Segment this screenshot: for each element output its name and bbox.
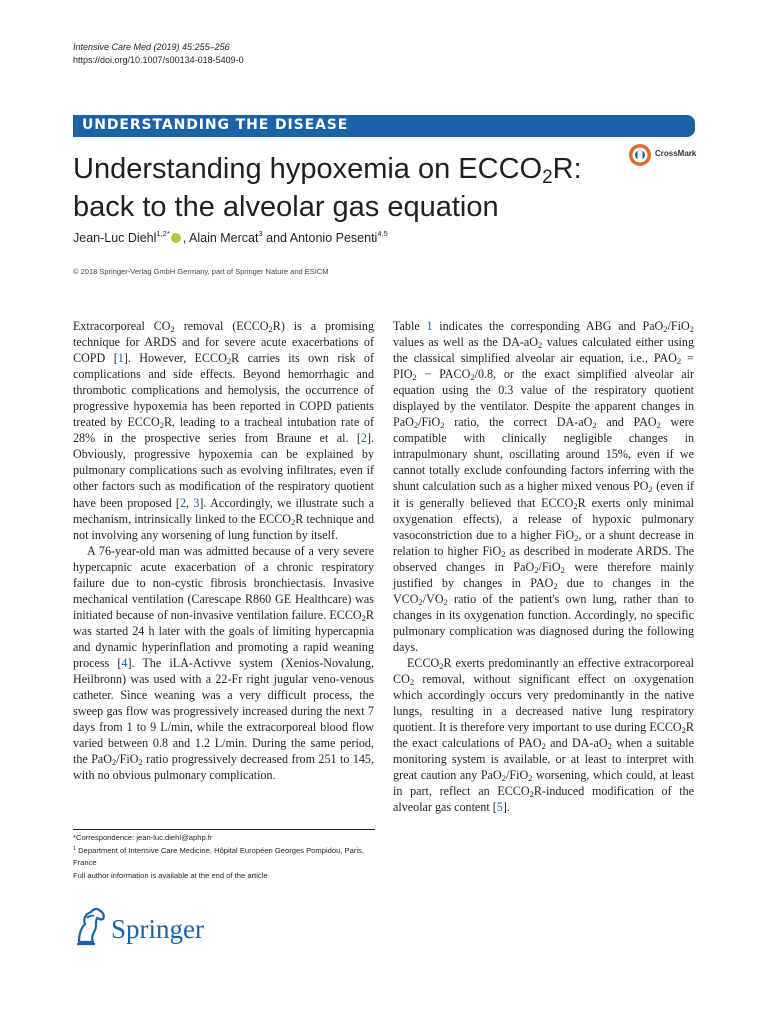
- footnotes: [73, 832, 375, 882]
- crossmark-badge[interactable]: [628, 143, 708, 167]
- author-list: Jean-Luc Diehl$^{1,2*}$ , Alain Mercat$^3$ and Antonio Pesenti$^{4,5}$: [73, 229, 388, 245]
- section-banner: [73, 115, 695, 137]
- crossmark-label: CrossMark: [655, 149, 697, 158]
- paragraph: A 76-year-old man was admitted because of a very severe hypercapnic acute exacerbation of a chronic respiratory failure due to non-cystic fibrosis bronchiectasis. Invasive mechanical ventilation (Carescape R860 GE Healthcare) was initiated because of non-invasive ventilation failure. $ECCO_2R$ was started 24 h later with the goals of limiting hypercapnia and dynamic hyperinflation and promoting a rapid weaning process [4]. The iLA-Activve system (Xenios-Novalung, Heilbronn) was used with a 22-Fr right jugular veno-venous catheter. Since weaning was a very difficult process, the sweep gas flow was progressively increased during the next 7 days from 1 to 9 L/min, while the extracorporeal blood flow varied between 0.8 and 1.2 L/min. During the same period, the PaO$_2$/FiO$_2$ ratio progressively decreased from 251 to 145, with no obvious pulmonary complication.: [73, 543, 374, 783]
- orcid-icon[interactable]: [171, 233, 181, 243]
- body-column-left: [73, 318, 374, 783]
- crossmark-icon: [628, 143, 652, 167]
- journal-header: [73, 41, 244, 67]
- body-column-right: [393, 318, 694, 815]
- springer-horse-logo: [73, 906, 109, 946]
- author-info-note: Full author information is available at the end of the article: [73, 870, 268, 880]
- affiliation-note: $^1$ Department of Intensive Care Medicine, Hôpital Européen Georges Pompidou, Paris, France: [73, 845, 364, 867]
- footnote-divider: [73, 829, 375, 830]
- paragraph: $ECCO_2R$ exerts predominantly an effective extracorporeal $CO_2$ removal, without significant effect on oxygenation which accordingly occurs very predominantly in the native lungs, resulting in a decreased native lung respiratory quotient. It is therefore very important to use during $ECCO_2R$ the exact calculations of $PAO_2$ and $DA-aO_2$ when a suitable monitoring system is available, or at least to interpret with great caution any PaO$_2$/FiO$_2$ worsening, which could, at least in part, reflect an $ECCO_2R$-induced modification of the alveolar gas content [5].: [393, 655, 695, 815]
- correspondence-note: *Correspondence: jean-luc.diehl@aphp.fr: [73, 833, 213, 842]
- journal-reference: Intensive Care Med (2019) 45:255–256: [73, 42, 230, 52]
- paragraph: Table 1 indicates the corresponding ABG and PaO$_2$/FiO$_2$ values as well as the $DA-aO_2$ values calculated either using the classical simplified alveolar air equation, i.e., $PAO_2 = PIO_2$ − $PACO_2/0.8$, or the exact simplified alveolar air equation using the 0.3 value of the respiratory quotient displayed by the ventilator. Despite the apparent changes in PaO$_2$/FiO$_2$ ratio, the correct $DA-aO_2$ and $PAO_2$ were compatible with clinically negligible changes in intrapulmonary shunt, oscillating around 15%, even if we cannot totally exclude confounding factors inferring with the shunt calculation such as a higher mixed venous $PO_2$ (even if it is generally believed that $ECCO_2R$ exerts only minimal oxygenation effects), a release of hypoxic pulmonary vasoconstriction due to a higher FiO$_2$, or a shunt decrease in relation to higher FiO$_2$ as described in moderate ARDS. The observed changes in PaO$_2$/FiO$_2$ were therefore mainly justified by changes in $PAO_2$ due to changes in the $VCO_2/VO_2$ ratio of the patient's own lung, rather than to changes in its oxygenation function. Accordingly, no specific pulmonary complication was diagnosed during the following days.: [393, 319, 694, 654]
- publisher-logo: [73, 906, 223, 952]
- section-banner-label: UNDERSTANDING THE DISEASE: [82, 117, 349, 133]
- copyright-notice: © 2018 Springer-Verlag GmbH Germany, part of Springer Nature and ESICM: [73, 267, 329, 276]
- publisher-name: Springer: [111, 914, 204, 944]
- paragraph: Extracorporeal $CO_2$ removal $(ECCO_2R)$ is a promising technique for ARDS and for severe acute exacerbations of COPD [1]. However, $ECCO_2R$ carries its own risk of complications and side effects. Beyond hemorrhagic and thrombotic complications and hemolysis, the occurrence of progressive hypoxemia has been reported in COPD patients treated by $ECCO_2R$, leading to a tracheal intubation rate of 28% in the prospective series from Braune et al. [2]. Obviously, progressive hypoxemia can be explained by pulmonary complications such as evolving infiltrates, even if other factors such as modification of the respiratory quotient have been proposed [2, 3]. Accordingly, we illustrate such a mechanism, intrinsically linked to the $ECCO_2R$ technique and not involving any worsening of lung function by itself.: [73, 319, 375, 542]
- doi-link[interactable]: https://doi.org/10.1007/s00134-018-5409-0: [73, 55, 244, 65]
- article-title: Understanding hypoxemia on $ECCO_2R$: back to the alveolar gas equation: [73, 153, 582, 223]
